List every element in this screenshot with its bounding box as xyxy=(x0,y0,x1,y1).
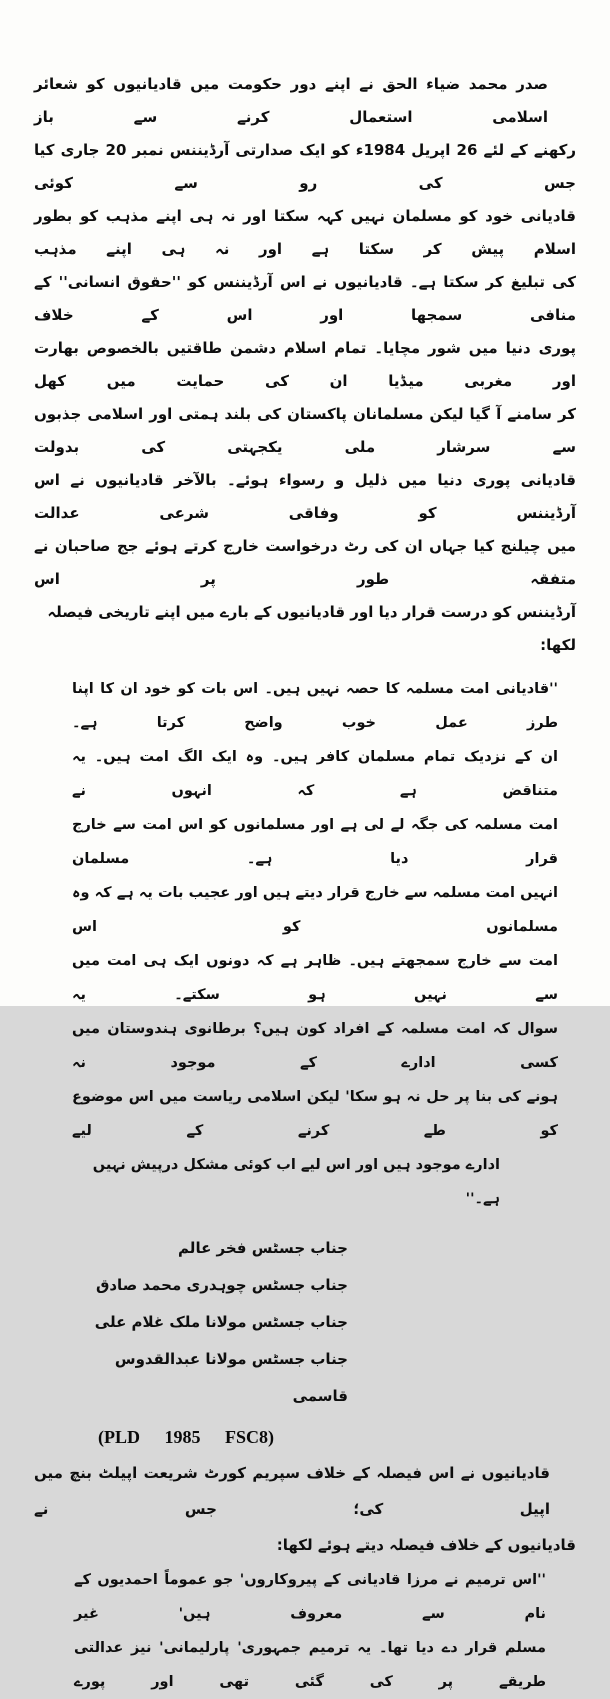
text-line: آرڈیننس کو درست قرار دیا اور قادیانیوں کے بارے میں اپنے تاریخی فیصلہ لکھا: xyxy=(47,603,576,654)
text-line: میں چیلنج کیا جہاں ان کی رٹ درخواست خارج کرتے ہوئے جج صاحبان نے متفقہ طور پر اس xyxy=(34,537,576,588)
quote-line: ادارے موجود ہیں اور اس لیے اب کوئی مشکل درپیش نہیں ہے۔'' xyxy=(92,1157,500,1207)
quote-line: مسلم قرار دے دیا تھا۔ یہ ترمیم جمہوری' پارلیمانی' نیز عدالتی طریقے پر کی گئی تھی اور پورے xyxy=(74,1640,546,1690)
text-line: کر سامنے آ گیا لیکن مسلمانان پاکستان کی بلند ہمتی اور اسلامی جذبوں سے سرشار ملی یکجہتی کی بدولت xyxy=(34,405,576,456)
text-line: قادیانی پوری دنیا میں ذلیل و رسواء ہوئے۔ بالآخر قادیانیوں نے اس آرڈیننس کو وفاقی شرعی عدالت xyxy=(34,471,576,522)
citation-pld-1985-fsc8: (PLD 1985 FSC8) xyxy=(98,1427,274,1447)
text-line: پوری دنیا میں شور مچایا۔ تمام اسلام دشمن طاقتیں بالخصوص بھارت اور مغربی میڈیا ان کی حمایت میں کھل xyxy=(34,339,576,390)
court-judgment-quote xyxy=(34,672,576,1216)
text-line: قادیانی خود کو مسلمان نہیں کہہ سکتا اور نہ ہی اپنے مذہب کو بطور اسلام پیش کر سکتا ہے اور نہ ہی اپنے مذہب xyxy=(34,207,576,258)
text-line: قادیانیوں کے خلاف فیصلہ دیتے ہوئے لکھا: xyxy=(276,1536,576,1554)
quote-line: ہونے کی بنا پر حل نہ ہو سکا' لیکن اسلامی ریاست میں اس موضوع کو طے کرنے کے لیے xyxy=(72,1089,558,1139)
quote-line: ''اس ترمیم نے مرزا قادیانی کے پیروکاروں' جو عموماً احمدیوں کے نام سے معروف ہیں' غیر xyxy=(74,1572,546,1622)
quote-line: امت مسلمہ کی جگہ لے لی ہے اور مسلمانوں کو اس امت سے خارج قرار دیا ہے۔ مسلمان xyxy=(72,817,558,867)
paragraph-appeal xyxy=(34,1455,576,1563)
text-line: صدر محمد ضیاء الحق نے اپنے دور حکومت میں قادیانیوں کو شعائر اسلامی استعمال کرنے سے باز xyxy=(34,75,548,126)
judges-list xyxy=(88,1230,348,1415)
quote-line: انہیں امت مسلمہ سے خارج قرار دیتے ہیں اور عجیب بات یہ ہے کہ وہ مسلمانوں کو اس xyxy=(72,885,558,935)
text-line: رکھنے کے لئے 26 اپریل 1984ء کو ایک صدارتی آرڈیننس نمبر 20 جاری کیا جس کی رو سے کوئی xyxy=(34,141,576,192)
quote-line: ان کے نزدیک تمام مسلمان کافر ہیں۔ وہ ایک الگ امت ہیں۔ یہ متناقض ہے کہ انہوں نے xyxy=(72,749,558,799)
appellate-judgment-quote xyxy=(34,1563,576,1699)
judge-name: جناب جسٹس چوہدری محمد صادق xyxy=(95,1276,348,1294)
quote-line: ''قادیانی امت مسلمہ کا حصہ نہیں ہیں۔ اس بات کو خود ان کا اپنا طرز عمل خوب واضح کرتا ہے۔ xyxy=(72,681,558,731)
judge-name: جناب جسٹس مولانا عبدالقدوس قاسمی xyxy=(114,1350,348,1405)
paragraph-ordinance-history xyxy=(34,68,576,662)
judge-name: جناب جسٹس مولانا ملک غلام علی xyxy=(94,1313,348,1331)
text-line: قادیانیوں نے اس فیصلہ کے خلاف سپریم کورٹ شریعت اپیلٹ بنچ میں اپیل کی؛ جس نے xyxy=(34,1464,550,1518)
quote-line: امت سے خارج سمجھتے ہیں۔ ظاہر ہے کہ دونوں ایک ہی امت میں سے نہیں ہو سکتے۔ یہ xyxy=(72,953,558,1003)
quote-line: سوال کہ امت مسلمہ کے افراد کون ہیں؟ برطانوی ہندوستان میں کسی ادارے کے موجود نہ xyxy=(72,1021,558,1071)
judge-name: جناب جسٹس فخر عالم xyxy=(178,1239,348,1257)
text-line: کی تبلیغ کر سکتا ہے۔ قادیانیوں نے اس آرڈیننس کو ''حقوق انسانی'' کے منافی سمجھا اور اس کے خلاف xyxy=(34,273,576,324)
